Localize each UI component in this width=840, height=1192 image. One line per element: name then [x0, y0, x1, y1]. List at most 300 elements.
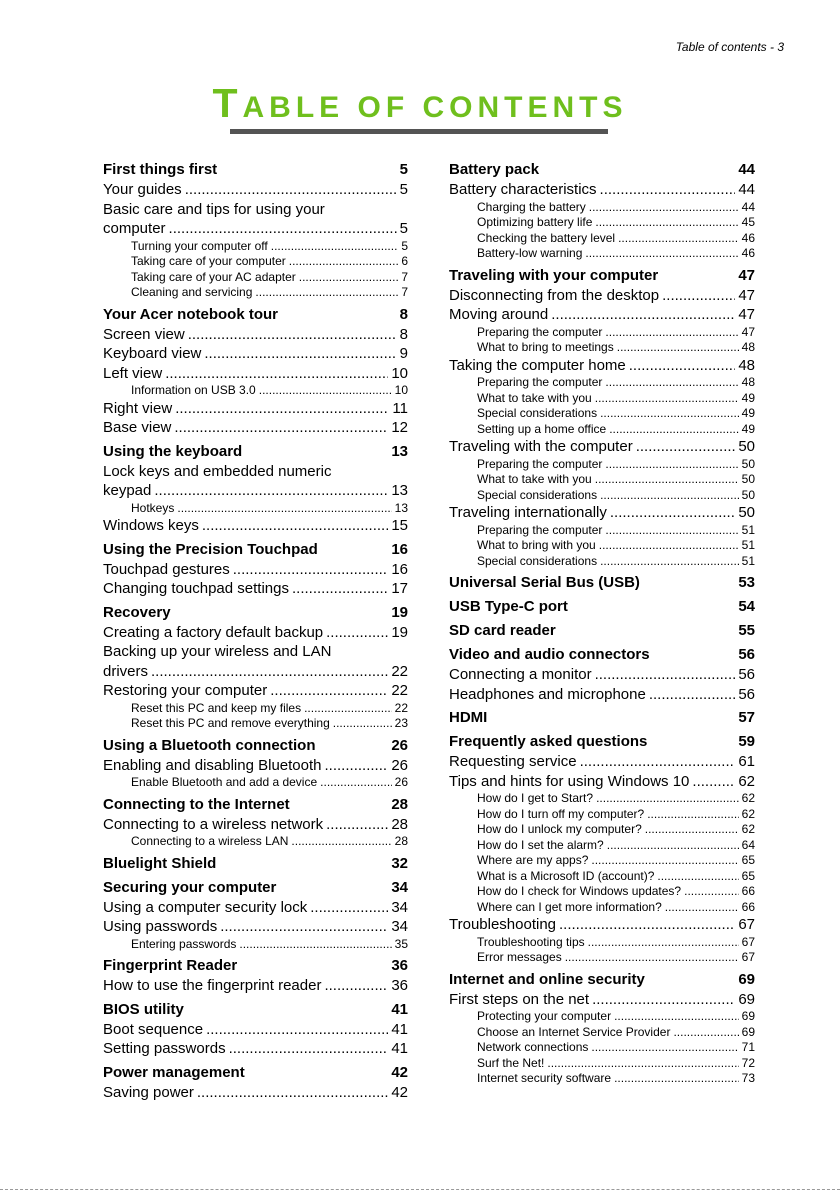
toc-entry-label-line2: computer — [103, 220, 166, 237]
toc-page-number: 48 — [741, 340, 755, 354]
toc-entry-label: What to take with you — [477, 390, 592, 405]
toc-page-number: 15 — [391, 517, 408, 534]
toc-page-number: 62 — [741, 806, 755, 821]
toc-entry-label: Moving around — [449, 306, 549, 323]
toc-page-number: 42 — [391, 1063, 408, 1081]
toc-page-number: 28 — [391, 815, 408, 833]
toc-section[interactable] — [103, 579, 408, 599]
dot-leader — [614, 1009, 739, 1025]
toc-entry-label: Information on USB 3.0 — [131, 383, 256, 397]
toc-page-number: 22 — [391, 682, 408, 699]
toc-chapter[interactable] — [103, 999, 408, 1020]
toc-section[interactable] — [103, 516, 408, 536]
toc-page-number: 47 — [738, 286, 755, 304]
toc-entry[interactable] — [103, 200, 408, 239]
toc-entry-label: Right view — [103, 399, 173, 417]
toc-page-number: 28 — [391, 795, 408, 813]
toc-section[interactable] — [103, 1039, 408, 1059]
toc-entry-label: Internet and online security — [449, 970, 645, 988]
toc-page-number: 23 — [394, 716, 408, 730]
toc-subsection[interactable] — [103, 383, 408, 399]
toc-section[interactable] — [449, 990, 755, 1010]
dot-leader — [645, 822, 739, 838]
dot-leader — [326, 623, 388, 643]
toc-entry-label: How do I unlock my computer? — [477, 822, 642, 836]
toc-chapter[interactable] — [449, 731, 755, 752]
toc-page-number: 5 — [399, 181, 408, 198]
toc-section[interactable] — [449, 437, 755, 457]
toc-page-number: 49 — [741, 421, 755, 436]
toc-subsection[interactable] — [449, 853, 755, 869]
toc-chapter[interactable] — [449, 572, 755, 593]
toc-page-number: 56 — [738, 685, 755, 703]
toc-subsection[interactable] — [449, 200, 755, 216]
toc-page-number: 48 — [738, 356, 755, 374]
toc-entry-label: What to bring with you — [477, 538, 596, 552]
toc-entry[interactable] — [103, 642, 408, 681]
toc-subsection[interactable] — [449, 950, 755, 966]
toc-entry-label: Optimizing battery life — [477, 215, 593, 229]
toc-entry-label: Using a Bluetooth connection — [103, 736, 316, 754]
toc-subsection[interactable] — [103, 775, 408, 791]
toc-page-number: 36 — [391, 977, 408, 994]
dot-leader — [662, 286, 735, 306]
toc-page-number: 67 — [741, 950, 755, 964]
dot-leader — [551, 305, 735, 325]
toc-chapter[interactable] — [449, 265, 755, 286]
toc-subsection[interactable] — [449, 391, 755, 407]
toc-chapter[interactable] — [103, 441, 408, 462]
toc-page-number: 64 — [741, 837, 755, 852]
toc-section[interactable] — [449, 503, 755, 523]
dot-leader — [559, 915, 735, 935]
toc-subsection[interactable] — [449, 488, 755, 504]
toc-page-number: 47 — [741, 324, 755, 339]
toc-chapter[interactable] — [103, 602, 408, 623]
toc-page-number: 22 — [394, 700, 408, 715]
toc-subsection[interactable] — [103, 239, 408, 255]
toc-page-number: 72 — [741, 1055, 755, 1070]
toc-page-number: 44 — [738, 181, 755, 198]
toc-entry-label-line1: Backing up your wireless and LAN — [103, 643, 332, 660]
toc-column-right — [449, 156, 755, 1087]
toc-page-number: 65 — [741, 853, 755, 867]
toc-page-number: 67 — [741, 934, 755, 949]
dot-leader — [310, 898, 388, 918]
dot-leader — [547, 1056, 738, 1072]
toc-page-number: 44 — [741, 199, 755, 214]
toc-section[interactable] — [103, 756, 408, 776]
toc-page-number: 66 — [741, 884, 755, 898]
toc-subsection[interactable] — [449, 884, 755, 900]
toc-page-number: 28 — [394, 834, 408, 848]
toc-section[interactable] — [449, 685, 755, 705]
toc-page-number: 44 — [738, 161, 755, 178]
toc-chapter[interactable] — [103, 159, 408, 180]
toc-entry-label: USB Type-C port — [449, 598, 568, 615]
toc-subsection[interactable] — [449, 215, 755, 231]
toc-chapter[interactable] — [103, 853, 408, 874]
toc-chapter[interactable] — [103, 735, 408, 756]
dot-leader — [610, 503, 735, 523]
toc-page-number: 51 — [741, 553, 755, 568]
toc-entry-label: Power management — [103, 1063, 245, 1081]
toc-section[interactable] — [449, 286, 755, 306]
toc-entry-label: Boot sequence — [103, 1020, 204, 1038]
dot-leader — [605, 523, 738, 539]
dot-leader — [600, 180, 736, 200]
toc-entry-label: Tips and hints for using Windows 10 — [449, 772, 690, 790]
toc-chapter[interactable] — [449, 969, 755, 990]
toc-section[interactable] — [103, 623, 408, 643]
toc-chapter[interactable] — [103, 794, 408, 815]
toc-page-number: 17 — [391, 580, 408, 597]
toc-section[interactable] — [103, 917, 408, 937]
toc-chapter[interactable] — [103, 1062, 408, 1083]
toc-entry-label: Saving power — [103, 1083, 194, 1101]
toc-page-number: 16 — [391, 560, 408, 578]
running-header: Table of contents - 3 — [675, 40, 784, 54]
toc-chapter[interactable] — [103, 539, 408, 560]
toc-page-number: 13 — [394, 500, 408, 515]
toc-section[interactable] — [449, 305, 755, 325]
dot-leader — [169, 219, 397, 239]
toc-page-number: 69 — [738, 990, 755, 1008]
dot-leader — [595, 472, 739, 488]
toc-entry-label: Preparing the computer — [477, 375, 603, 389]
toc-page-number: 8 — [399, 305, 408, 323]
dot-leader — [188, 325, 397, 345]
toc-entry-label: Traveling internationally — [449, 504, 607, 521]
dot-leader — [684, 884, 739, 900]
toc-page-number: 65 — [741, 868, 755, 883]
toc-page-number: 12 — [391, 419, 408, 436]
dot-leader — [202, 516, 388, 536]
toc-entry-label: Battery characteristics — [449, 181, 597, 198]
toc-subsection[interactable] — [449, 1009, 755, 1025]
toc-entry-label: Using the Precision Touchpad — [103, 540, 318, 558]
dot-leader — [589, 200, 739, 216]
dot-leader — [657, 869, 738, 885]
dot-leader — [599, 538, 739, 554]
dot-leader — [197, 1083, 388, 1103]
toc-chapter[interactable] — [103, 877, 408, 898]
toc-entry-label: Error messages — [477, 950, 562, 964]
toc-chapter[interactable] — [103, 955, 408, 976]
toc-subsection[interactable] — [449, 791, 755, 807]
toc-page-number: 19 — [391, 623, 408, 641]
toc-page-number: 6 — [401, 254, 408, 268]
toc-page-number: 66 — [741, 899, 755, 914]
toc-subsection[interactable] — [449, 538, 755, 554]
dot-leader — [565, 950, 739, 966]
dot-leader — [324, 976, 388, 996]
dot-leader — [649, 685, 736, 705]
toc-page-number: 11 — [392, 399, 408, 417]
toc-entry-label: Base view — [103, 419, 172, 436]
toc-page-number: 47 — [738, 306, 755, 323]
dot-leader — [665, 900, 739, 916]
toc-subsection[interactable] — [103, 501, 408, 517]
toc-entry-label: Video and audio connectors — [449, 646, 650, 663]
toc-subsection[interactable] — [103, 834, 408, 850]
toc-page-number: 56 — [738, 646, 755, 663]
toc-subsection[interactable] — [449, 340, 755, 356]
toc-page-number: 50 — [741, 472, 755, 486]
toc-entry-label: Bluelight Shield — [103, 854, 217, 872]
toc-subsection[interactable] — [449, 1040, 755, 1056]
toc-section[interactable] — [103, 1020, 408, 1040]
toc-section[interactable] — [103, 344, 408, 364]
toc-page-number: 19 — [391, 603, 408, 621]
toc-subsection[interactable] — [449, 554, 755, 570]
toc-section[interactable] — [103, 399, 408, 419]
toc-subsection[interactable] — [449, 807, 755, 823]
dot-leader — [255, 285, 398, 301]
toc-entry-label: Entering passwords — [131, 936, 237, 951]
toc-entry-label: Battery-low warning — [477, 246, 583, 260]
toc-entry-label: Requesting service — [449, 753, 577, 770]
toc-section[interactable] — [449, 915, 755, 935]
toc-entry-label: Setting passwords — [103, 1040, 226, 1057]
toc-section[interactable] — [103, 681, 408, 701]
toc-page-number: 10 — [394, 383, 408, 397]
toc-entry-label: Fingerprint Reader — [103, 957, 238, 974]
toc-subsection[interactable] — [449, 1025, 755, 1041]
toc-entry-label-line1: Lock keys and embedded numeric — [103, 462, 332, 480]
toc-section[interactable] — [103, 1083, 408, 1103]
toc-entry-label: Touchpad gestures — [103, 560, 230, 578]
dot-leader — [333, 716, 392, 732]
toc-entry-label: Recovery — [103, 603, 171, 621]
toc-entry-label: Surf the Net! — [477, 1055, 545, 1070]
dot-leader — [175, 399, 389, 419]
toc-page-number: 34 — [391, 918, 408, 935]
toc-entry-label: How do I check for Windows updates? — [477, 884, 682, 898]
dot-leader — [580, 752, 736, 772]
toc-page-number: 50 — [741, 487, 755, 502]
dot-leader — [591, 853, 738, 869]
toc-page-number: 35 — [394, 936, 408, 951]
toc-page-number: 32 — [391, 854, 408, 872]
toc-page-number: 46 — [741, 246, 755, 260]
toc-section[interactable] — [449, 752, 755, 772]
toc-entry-label: Charging the battery — [477, 199, 586, 214]
toc-entry-label: First steps on the net — [449, 990, 590, 1008]
toc-entry-label: BIOS utility — [103, 1000, 184, 1018]
toc-chapter[interactable] — [449, 159, 755, 180]
toc-subsection[interactable] — [449, 457, 755, 473]
dot-leader — [326, 815, 388, 835]
dot-leader — [154, 481, 388, 501]
toc-page-number: 48 — [741, 375, 755, 389]
toc-entry-label: Where are my apps? — [477, 853, 589, 867]
toc-page-number: 62 — [741, 822, 755, 836]
toc-entry-label: How do I get to Start? — [477, 791, 594, 805]
toc-entry-label: Choose an Internet Service Provider — [477, 1024, 671, 1039]
toc-page-number: 50 — [738, 438, 755, 455]
toc-section[interactable] — [103, 364, 408, 384]
toc-subsection[interactable] — [449, 869, 755, 885]
toc-subsection[interactable] — [449, 822, 755, 838]
toc-page-number: 69 — [738, 970, 755, 988]
toc-page-number: 59 — [738, 733, 755, 750]
dot-leader — [629, 356, 736, 376]
toc-subsection[interactable] — [449, 231, 755, 247]
toc-subsection[interactable] — [449, 422, 755, 438]
toc-section[interactable] — [103, 898, 408, 918]
dot-leader — [174, 418, 388, 438]
toc-section[interactable] — [103, 180, 408, 200]
toc-page-number: 10 — [391, 364, 408, 382]
toc-chapter[interactable] — [449, 596, 755, 617]
toc-entry-label: Keyboard view — [103, 345, 202, 362]
toc-entry-label: Using the keyboard — [103, 442, 243, 460]
dot-leader — [325, 756, 389, 776]
toc-entry-label: Checking the battery level — [477, 230, 616, 245]
toc-entry-label: Protecting your computer — [477, 1009, 612, 1023]
toc-entry-label-line1: Basic care and tips for using your — [103, 200, 325, 218]
toc-subsection[interactable] — [449, 1056, 755, 1072]
dot-leader — [185, 180, 397, 200]
toc-section[interactable] — [103, 325, 408, 345]
toc-entry-label: Your Acer notebook tour — [103, 305, 279, 323]
toc-subsection[interactable] — [103, 716, 408, 732]
dot-leader — [673, 1025, 738, 1041]
toc-section[interactable] — [103, 976, 408, 996]
toc-page-number: 61 — [738, 753, 755, 770]
dot-leader — [239, 937, 391, 953]
dot-leader — [304, 701, 392, 717]
toc-page-number: 26 — [391, 736, 408, 754]
dot-leader — [592, 990, 735, 1010]
toc-subsection[interactable] — [449, 935, 755, 951]
dot-leader — [618, 231, 739, 247]
toc-entry-label: Setting up a home office — [477, 421, 607, 436]
toc-page-number: 34 — [391, 878, 408, 896]
toc-entry-label: Preparing the computer — [477, 522, 603, 537]
toc-subsection[interactable] — [103, 701, 408, 717]
page-title — [0, 80, 840, 127]
toc-page-number: 7 — [401, 285, 408, 299]
toc-entry-label: Internet security software — [477, 1071, 612, 1085]
dot-leader — [229, 1039, 389, 1059]
toc-subsection[interactable] — [449, 523, 755, 539]
dot-leader — [204, 344, 396, 364]
toc-page-number: 57 — [738, 709, 755, 726]
toc-page-number: 41 — [391, 1000, 408, 1018]
toc-entry-label: Your guides — [103, 181, 182, 198]
toc-entry-label: Universal Serial Bus (USB) — [449, 574, 640, 591]
toc-page-number: 41 — [391, 1020, 408, 1038]
dot-leader — [600, 488, 739, 504]
toc-subsection[interactable] — [103, 254, 408, 270]
dot-leader — [647, 807, 738, 823]
toc-subsection[interactable] — [103, 937, 408, 953]
toc-section[interactable] — [103, 815, 408, 835]
toc-entry-label: What to take with you — [477, 472, 592, 486]
toc-entry-label: What is a Microsoft ID (account)? — [477, 868, 655, 883]
toc-entry-label: Where can I get more information? — [477, 899, 662, 914]
toc-subsection[interactable] — [449, 375, 755, 391]
toc-subsection[interactable] — [449, 246, 755, 262]
toc-entry-label: Network connections — [477, 1040, 589, 1054]
toc-entry-label: How to use the fingerprint reader — [103, 977, 322, 994]
dot-leader — [259, 383, 392, 399]
toc-subsection[interactable] — [449, 472, 755, 488]
dot-leader — [600, 554, 739, 570]
toc-entry-label: Frequently asked questions — [449, 733, 648, 750]
page-title-initial: T — [212, 80, 243, 126]
toc-entry-label: Using a computer security lock — [103, 898, 308, 916]
toc-page-number: 45 — [741, 215, 755, 229]
toc-page-number: 36 — [391, 957, 408, 974]
toc-page-number: 49 — [741, 390, 755, 405]
toc-page-number: 53 — [738, 574, 755, 591]
toc-page-number: 51 — [741, 538, 755, 552]
toc-section[interactable] — [449, 772, 755, 792]
toc-entry-label: Connecting to a wireless LAN — [131, 834, 289, 848]
toc-page-number: 22 — [391, 662, 408, 680]
toc-section[interactable] — [449, 356, 755, 376]
toc-entry-label: Taking the computer home — [449, 356, 626, 374]
toc-page-number: 13 — [391, 442, 408, 460]
toc-subsection[interactable] — [449, 900, 755, 916]
toc-entry-label: Enable Bluetooth and add a device — [131, 775, 318, 789]
toc-subsection[interactable] — [449, 406, 755, 422]
toc-entry-label: Taking care of your AC adapter — [131, 269, 296, 284]
dot-leader — [605, 457, 738, 473]
toc-section[interactable] — [103, 560, 408, 580]
toc-section[interactable] — [103, 418, 408, 438]
toc-entry-label: How do I turn off my computer? — [477, 806, 645, 821]
toc-entry-label: Traveling with your computer — [449, 266, 659, 284]
toc-subsection[interactable] — [449, 838, 755, 854]
toc-page-number: 34 — [391, 898, 408, 916]
toc-entry-label: Turning your computer off — [131, 238, 268, 253]
toc-subsection[interactable] — [103, 270, 408, 286]
dot-leader — [291, 834, 391, 850]
toc-page-number: 69 — [741, 1024, 755, 1039]
toc-section[interactable] — [449, 665, 755, 685]
toc-subsection[interactable] — [103, 285, 408, 301]
dot-leader — [270, 681, 388, 701]
toc-section[interactable] — [449, 180, 755, 200]
toc-entry-label-line2: drivers — [103, 662, 149, 680]
toc-chapter[interactable] — [449, 644, 755, 665]
toc-page-number: 50 — [741, 456, 755, 471]
toc-page-number: 5 — [401, 238, 408, 253]
toc-entry-label: Special considerations — [477, 553, 598, 568]
toc-chapter[interactable] — [449, 707, 755, 728]
toc-entry-label: Cleaning and servicing — [131, 285, 253, 299]
toc-entry-label: Changing touchpad settings — [103, 580, 289, 597]
toc-entry-label: How do I set the alarm? — [477, 837, 604, 852]
toc-entry-label: Connecting to the Internet — [103, 795, 290, 813]
toc-entry-label: Traveling with the computer — [449, 438, 633, 455]
toc-entry[interactable] — [103, 462, 408, 501]
toc-entry-label: Troubleshooting — [449, 916, 557, 933]
toc-page-number: 41 — [391, 1040, 408, 1057]
toc-chapter[interactable] — [103, 304, 408, 325]
toc-entry-label-line2: keypad — [103, 482, 152, 499]
toc-subsection[interactable] — [449, 1071, 755, 1087]
toc-entry-label: Left view — [103, 364, 163, 382]
toc-chapter[interactable] — [449, 620, 755, 641]
toc-page-number: 7 — [401, 269, 408, 284]
toc-subsection[interactable] — [449, 325, 755, 341]
dot-leader — [591, 1040, 738, 1056]
